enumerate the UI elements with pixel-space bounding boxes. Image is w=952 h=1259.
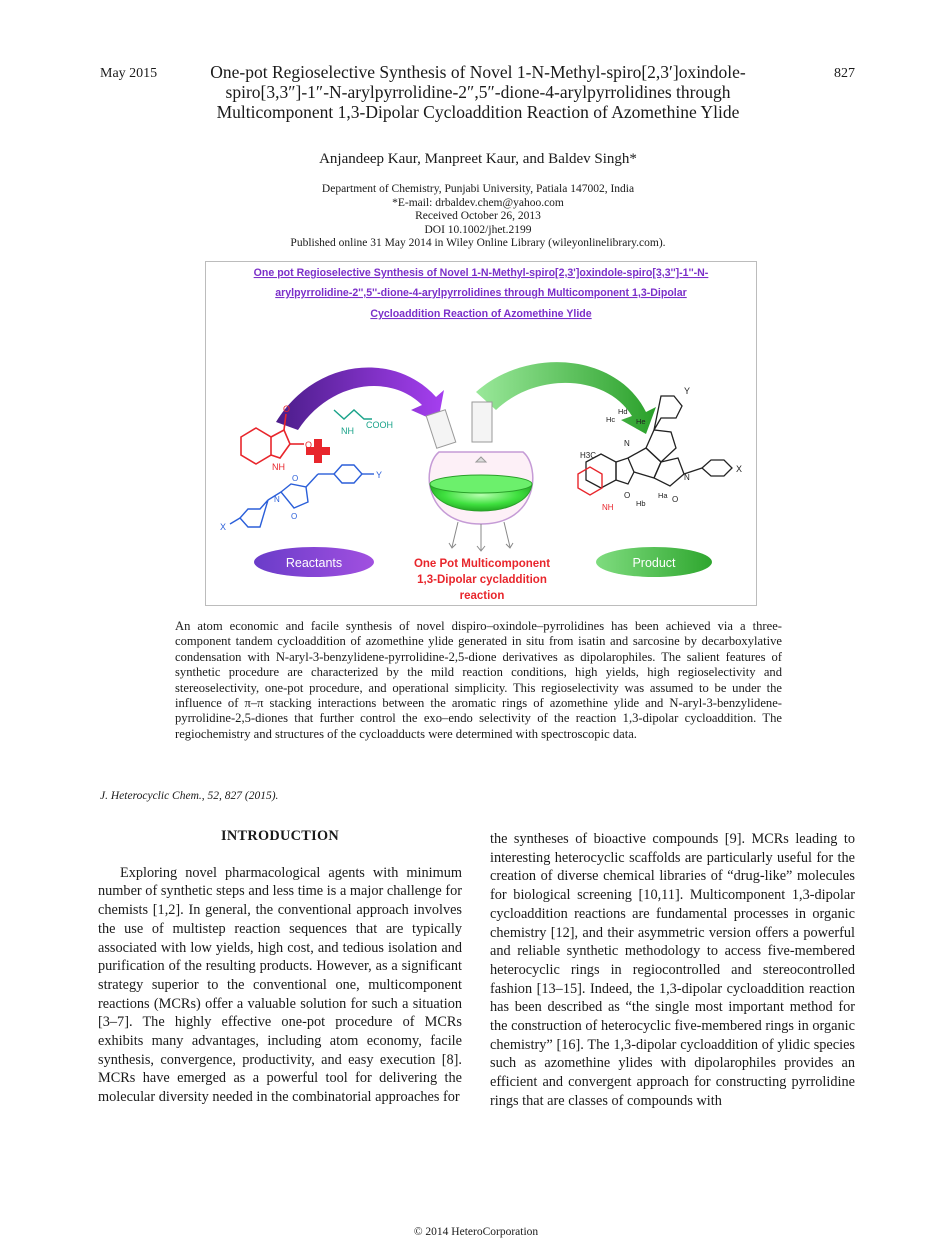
product-x: X [736, 464, 743, 474]
product-he: He [636, 417, 646, 426]
dipolarophile-structure [230, 465, 374, 527]
dipolarophile-n: N [274, 495, 280, 504]
purple-curved-arrow [276, 367, 444, 430]
green-curved-arrow [476, 362, 656, 434]
product-n1: N [624, 439, 630, 448]
column-right [490, 830, 855, 1111]
authors: Anjandeep Kaur, Manpreet Kaur, and Baldev Singh* [319, 151, 637, 167]
isatin-oxygen-1: O [283, 404, 291, 414]
dipolarophile-o1: O [292, 474, 299, 483]
down-arrows [449, 522, 513, 551]
affiliation-department: Department of Chemistry, Punjabi University, Patiala 147002, India [321, 183, 635, 195]
product-hc: Hc [606, 415, 616, 424]
sarcosine-nh: NH [341, 426, 354, 436]
product-hb: Hb [636, 499, 646, 508]
dipolarophile-x: X [220, 522, 227, 532]
center-label-line2: 1,3-Dipolar cycladdition [417, 574, 547, 586]
dipolarophile-y: Y [376, 470, 383, 480]
intro-paragraph-left: Exploring novel pharmacological agents with minimum number of synthetic steps and less time is a major challenge for chemists [1,2]. In general, the conventional approach involves the use of multistep reaction sequences that are typically associated with low yields, high cost, and tedious isolation and purification of the resulting products. However, as a significant strategy superior to the conventional one, multicomponent reactions (MCRs) offer a valuable solution for such a situation [3–7]. The highly effective one-pot procedure of MCRs exhibits many advantages, including atom economy, facile synthesis, convergence, productivity, and easy execution [8]. MCRs have emerged as a powerful tool for delivering the molecular diversity needed in the combinatorial approaches for [98, 864, 462, 1106]
product-oxindole [578, 467, 602, 495]
intro-paragraph-right: the syntheses of bioactive compounds [9]. MCRs leading to interesting heterocyclic scaffolds are particularly useful for the creation of diverse chemical libraries of “drug-like” molecules for biological screening [10,11]. Multicomponent 1,3-dipolar cycloaddition reactions are fundamental processes in organic chemistry [12], and their asymmetric version offers a powerful and reliable synthetic methodology to access five-membered heterocyclic rings in regiocontrolled and stereocontrolled fashion [13–15]. Indeed, the 1,3-dipolar cycloaddition reaction has been described as “the single most important method for the construction of heterocyclic five-membered rings in organic chemistry” [16]. The 1,3-dipolar cycloaddition of ylidic species such as azomethine ylides with dipolarophiles provides an efficient and convergent approach for constructing pyrrolidine rings that are classes of compounds with [490, 831, 855, 1109]
product-o2: O [624, 491, 631, 500]
center-label-line1: One Pot Multicomponent [413, 558, 551, 570]
column-left [98, 827, 462, 1107]
sarcosine-cooh: COOH [366, 420, 393, 430]
product-o1: O [672, 495, 679, 504]
product-nh: NH [602, 503, 614, 512]
page-number: 827 [834, 66, 855, 81]
sarcosine-structure [334, 410, 372, 419]
journal-citation: J. Heterocyclic Chem., 52, 827 (2015). [100, 790, 279, 802]
section-heading: INTRODUCTION [221, 828, 339, 844]
published-online: Published online 31 May 2014 in Wiley Online Library (wileyonlinelibrary.com). [290, 237, 666, 250]
graphical-abstract [205, 261, 757, 606]
graphical-abstract-svg [206, 262, 756, 605]
ga-title-line1: One pot Regioselective Synthesis of Novel 1-N-Methyl-spiro[2,3']oxindole-spiro[3,3'']-1''-N- [253, 267, 709, 279]
dipolarophile-o2: O [291, 512, 298, 521]
product-label: Product [632, 556, 676, 570]
product-ha: Ha [658, 491, 668, 500]
reaction-flask [426, 402, 533, 524]
reactants-label: Reactants [285, 556, 343, 570]
product-hd: Hd [618, 407, 628, 416]
product-n2: N [684, 473, 690, 482]
footer-copyright: © 2014 HeteroCorporation [413, 1226, 539, 1238]
doi: DOI 10.1002/jhet.2199 [424, 223, 532, 236]
product-h3c: H3C [580, 451, 597, 460]
product-structure [586, 396, 732, 488]
abstract: An atom economic and facile synthesis of novel dispiro–oxindole–pyrrolidines has been achieved via a three-component tandem cycloaddition of azomethine ylide generated in situ from isatin and sarcosine by decarboxylative condensation with N-aryl-3-benzylidene-pyrrolidine-2,5-dione derivatives as dipolarophiles. The salient features of synthetic procedure are characterized by the mild reaction conditions, high yields, high regioselectivity and stereoselectivity, one-pot procedure, and operational simplicity. This regioselectivity was assumed to be under the influence of π–π stacking interactions between the aromatic rings of azomethine ylide and N-aryl-3-benzylidene-pyrrolidine-2,5-diones that further control the exo–endo selectivity of the reaction 1,3-dipolar cycloaddition. The regiochemistry and structures of the cycloadducts were determined with spectroscopic data. [175, 619, 782, 741]
isatin-nh: NH [272, 462, 285, 472]
isatin-oxygen-2: O [305, 440, 313, 450]
header-date: May 2015 [100, 66, 158, 81]
ga-title-line3: Cycloaddition Reaction of Azomethine Ylide [370, 308, 592, 320]
center-label-line3: reaction [459, 590, 505, 602]
received-date: Received October 26, 2013 [415, 210, 541, 223]
product-y: Y [684, 386, 691, 396]
affiliation-email: *E-mail: drbaldev.chem@yahoo.com [392, 196, 564, 209]
affiliation-block [160, 183, 796, 251]
ga-title-line2: arylpyrrolidine-2'',5''-dione-4-arylpyrrolidines through Multicomponent 1,3-Dipolar [275, 287, 687, 299]
article-title: One-pot Regioselective Synthesis of Novel 1-N-Methyl-spiro[2,3′]oxindole-spiro[3,3″]-1″-N-arylpyrrolidine-2″,5″-dione-4-arylpyrrolidines through Multicomponent 1,3-Dipolar Cycloaddition Reaction of Azomethine Ylide [210, 62, 746, 122]
